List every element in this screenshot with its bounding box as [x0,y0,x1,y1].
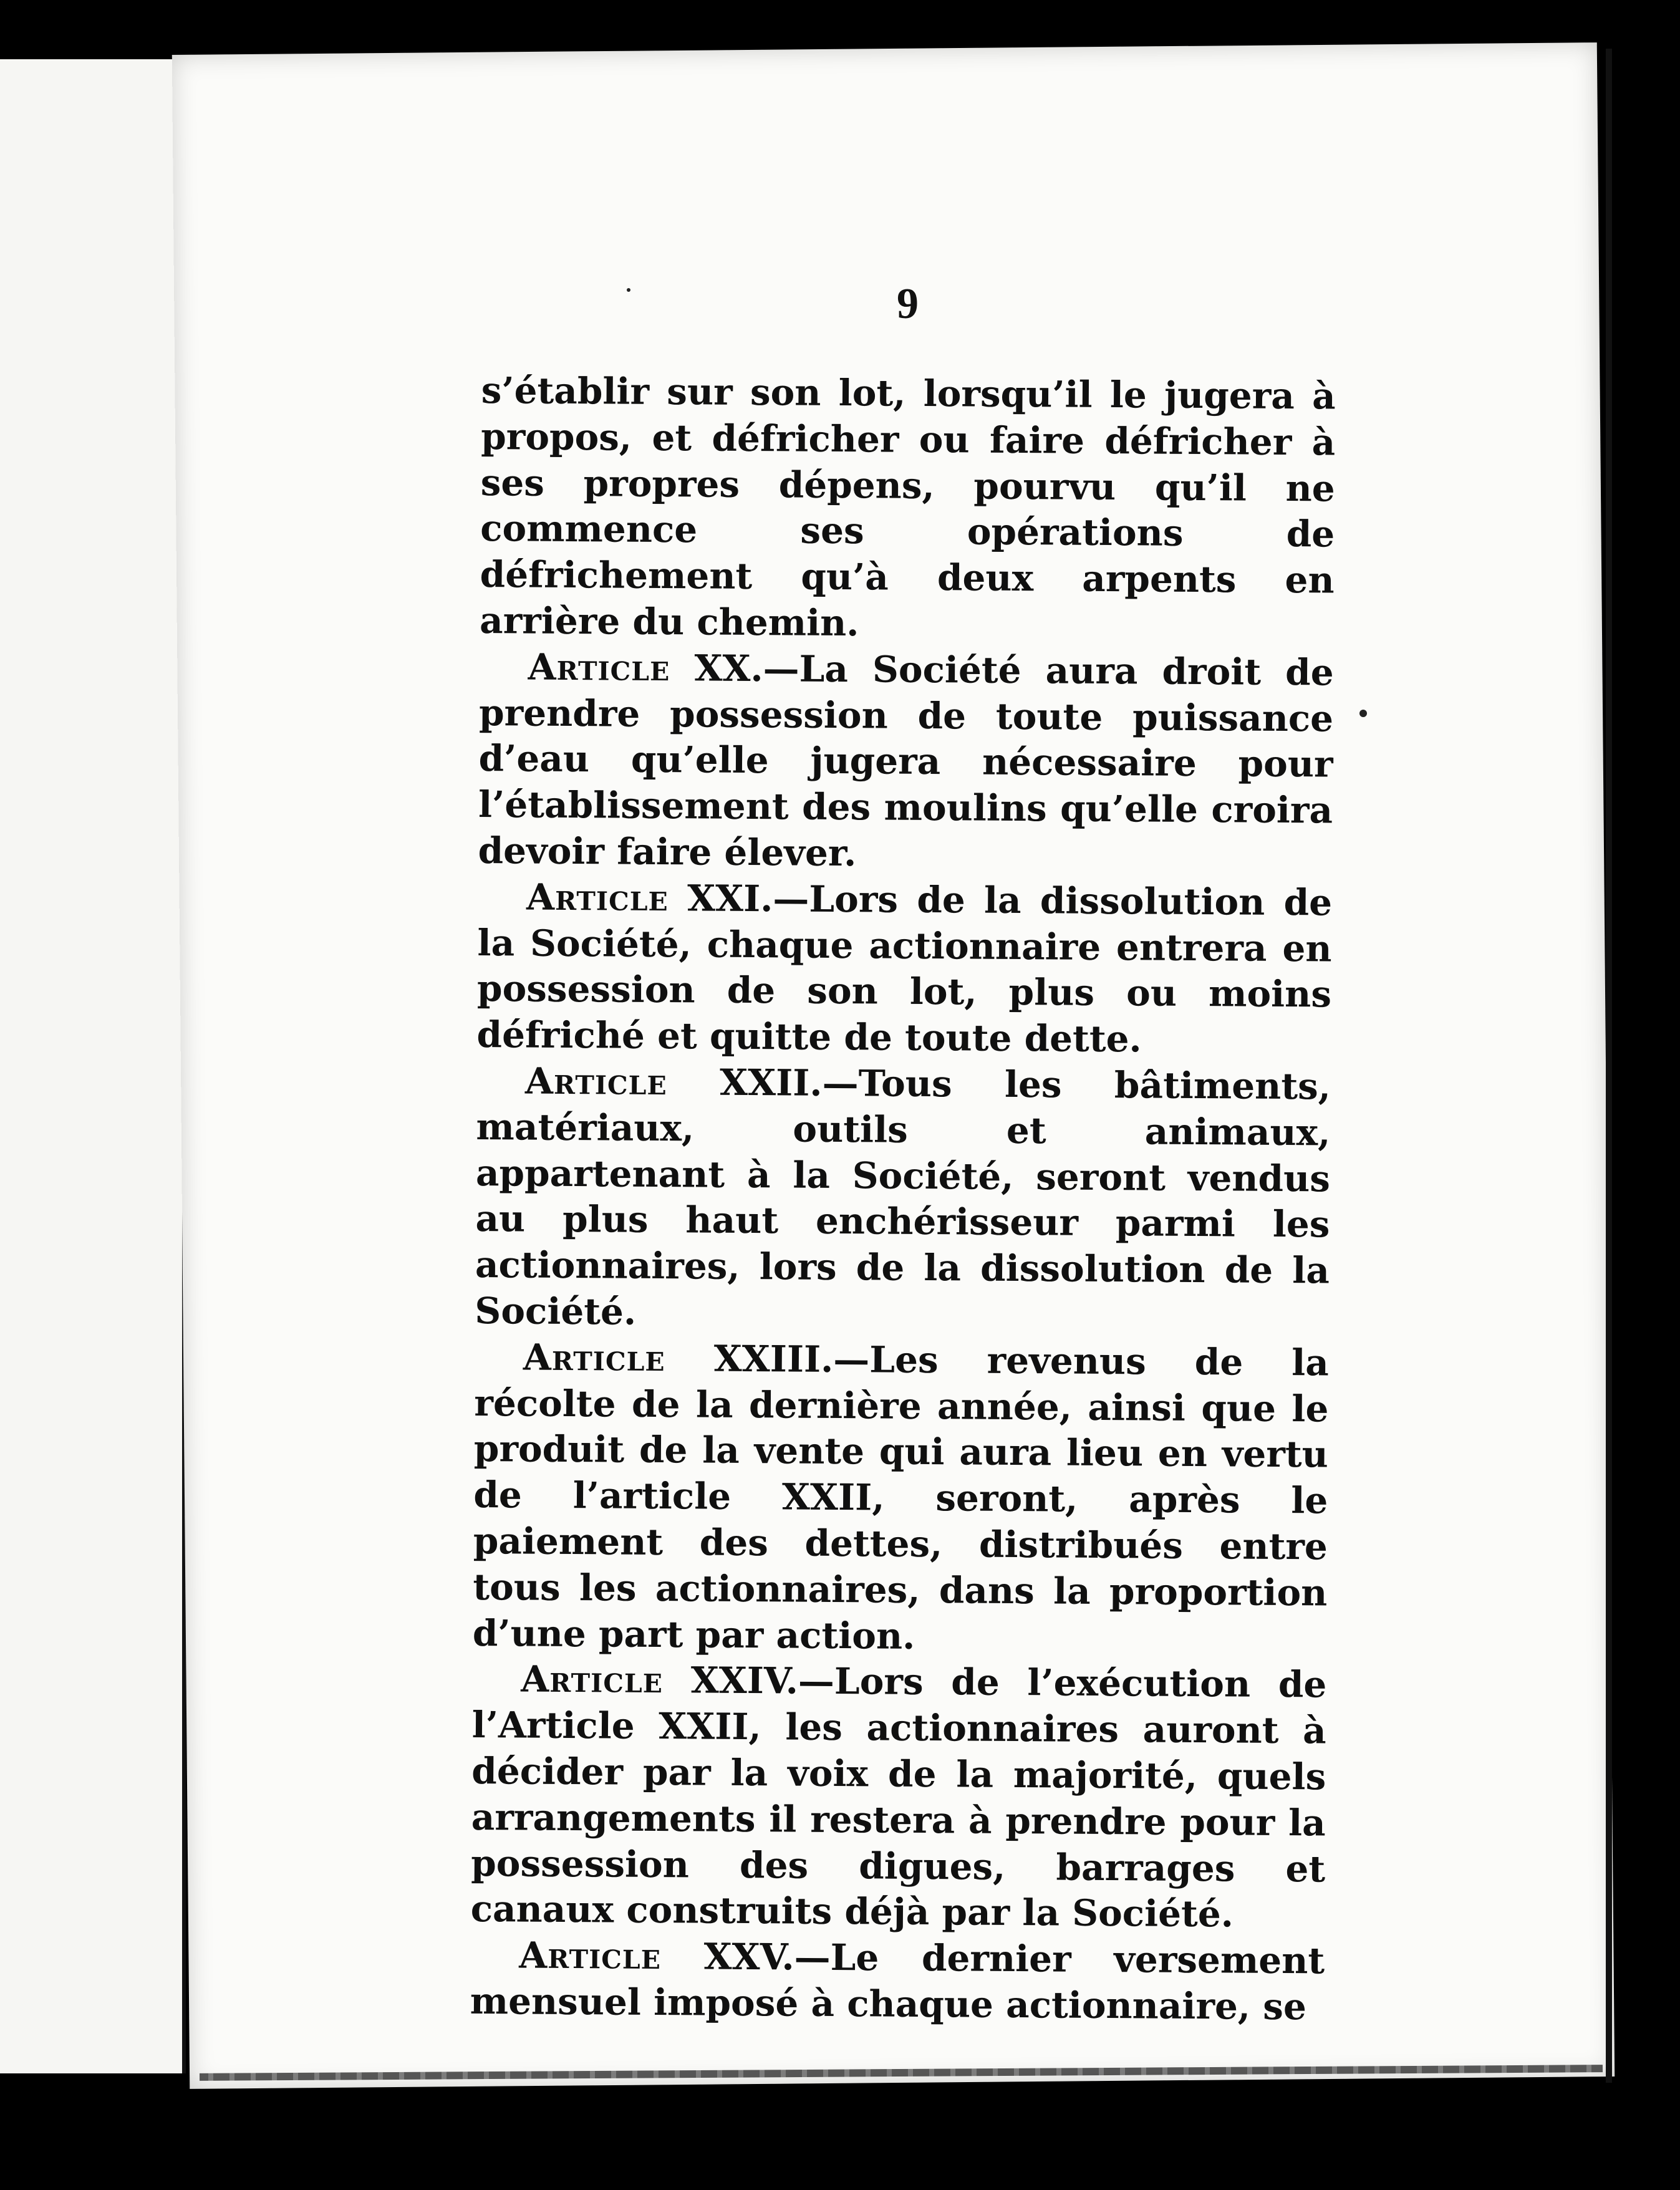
article-text: —Les revenus de la récolte de la dernière année, ainsi que le produit de la vente qui aura lieu en vertu de l’article XXII, seront, après le paiement des dettes, distribués entre tous les actionnaires, dans la proportion d’une part par action. [472,1338,1330,1657]
article-label: Article [526,876,669,919]
article-label: Article [523,1336,665,1379]
article-number: XXIII. [713,1337,834,1381]
article-label: Article [521,1657,664,1702]
article-xxi [476,874,1332,1064]
article-number: XXII. [719,1061,823,1104]
article-label: Article [524,1059,668,1104]
ink-speck [1359,710,1367,717]
ink-speck [627,288,630,292]
article-xx [478,644,1334,880]
article-text: —Le dernier versement mensuel imposé à chaque actionnaire, se [470,1936,1325,2028]
article-xxv [470,1932,1325,2030]
article-number: XX. [694,647,763,690]
article-number: XXIV. [690,1659,799,1702]
article-xxii [475,1058,1331,1340]
article-number: XXV. [703,1935,794,1979]
article-label: Article [518,1934,662,1978]
body-text [470,368,1336,2030]
article-xxiii [473,1334,1330,1662]
article-text: —La Société aura droit de prendre possession de toute puissance d’eau qu’elle jugera nécessaire pour l’établissement des moulins qu’elle croira devoir faire élever. [478,647,1334,875]
right-page-border [1606,49,1612,2083]
article-text: —Tous les bâtiments, matériaux, outils et animaux, appartenant à la Société, seront vendus au plus haut enchérisseur parmi les actionnaires, lors de la dissolution de la Société. [475,1061,1331,1333]
paragraph-continuation [480,368,1336,650]
paragraph-text: s’établir sur son lot, lorsqu’il le jugera à propos, et défricher ou faire défricher à ses propres dépens, pourvu qu’il ne commence ses opérations de défrichement qu’à deux arpents en arrière du chemin. [479,369,1336,645]
article-label: Article [528,645,670,689]
article-number: XXI. [687,877,773,920]
article-xxiv [470,1656,1326,1938]
page-number: 9 [897,280,919,328]
article-text: —Lors de la dissolution de la Société, chaque actionnaire entrera en possession de son lot, plus ou moins défriché et quitte de toute dette. [476,877,1333,1061]
article-text: —Lors de l’exécution de l’Article XXII, les actionnaires auront à décider par la voix de la majorité, quels arrangements il restera à prendre pour la possession des digues, barrages et canaux construits déjà par la Société. [470,1659,1327,1936]
left-page-edge [0,59,186,2073]
